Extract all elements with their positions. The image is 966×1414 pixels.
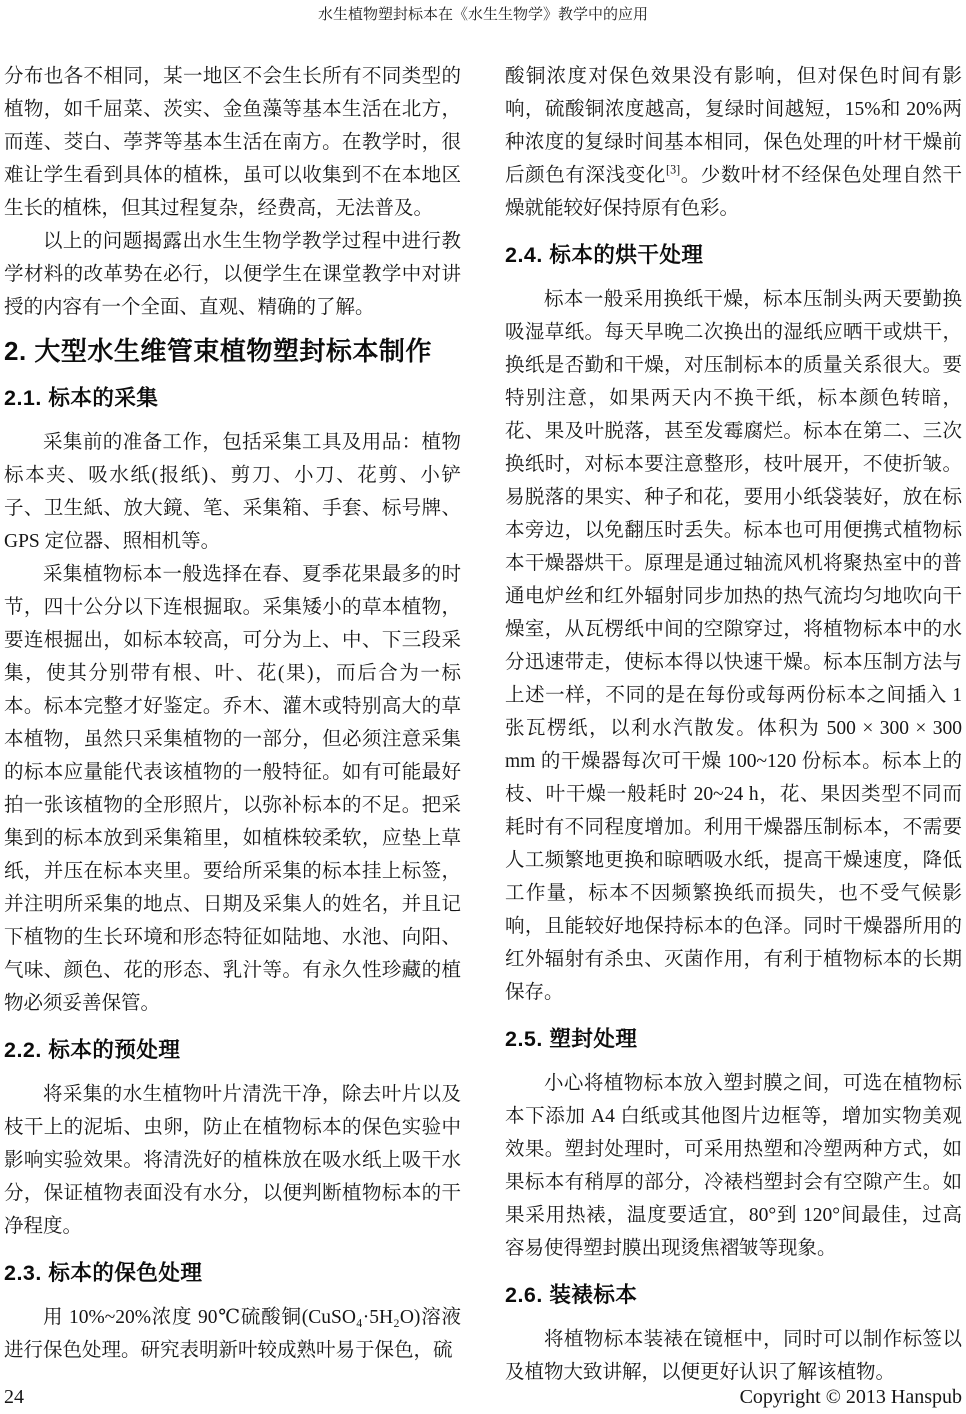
paragraph: 采集植物标本一般选择在春、夏季花果最多的时节，四十公分以下连根掘取。采集矮小的草本植物，要连根掘出，如标本较高，可分为上、中、下三段采集，使其分别带有根、叶、花(果)，而后合为一标本。标本完整才好鉴定。乔木、灌木或特别高大的草本植物，虽然只采集植物的一部分，但必须注意采集的标本应量能代表该植物的一般特征。如有可能最好拍一张该植物的全形照片，以弥补标本的不足。把采集到的标本放到采集箱里，如植株较柔软，应垫上草纸，并压在标本夹里。要给所采集的标本挂上标签，并注明所采集的地点、日期及采集人的姓名，并且记下植物的生长环境和形态特征如陆地、水池、向阳、气味、颜色、花的形态、乳汁等。有永久性珍藏的植物必须妥善保管。 xyxy=(4,564,461,1014)
paragraph: 分布也各不相同，某一地区不会生长所有不同类型的植物，如千屈菜、茨实、金鱼藻等基本生活在北方，而莲、茭白、荸荠等基本生活在南方。在教学时，很难让学生看到具体的植株，虽可以收集到不在本地区生长的植株，但其过程复杂，经费高，无法普及。 xyxy=(4,66,461,219)
subsection-heading: 2.1. 标本的采集 xyxy=(4,386,159,410)
reference-superscript: [3] xyxy=(666,162,681,177)
subsection-heading: 2.5. 塑封处理 xyxy=(505,1027,638,1051)
paragraph: 酸铜浓度对保色效果没有影响，但对保色时间有影响，硫酸铜浓度越高，复绿时间越短，15%和 20%两种浓度的复绿时间基本相同，保色处理的叶材干燥前后颜色有深浅变化[3]。少数叶材不经保色处理自然干燥就能较好保持原有色彩。 xyxy=(505,66,962,219)
paragraph: 用 10%~20%浓度 90℃硫酸铜(CuSO₄·5H₂O)溶液进行保色处理。研究表明新叶较成熟叶易于保色，硫 xyxy=(4,1307,461,1361)
paragraph: 小心将植物标本放入塑封膜之间，可选在植物标本下添加 A4 白纸或其他图片边框等，增加实物美观效果。塑封处理时，可采用热塑和冷塑两种方式，如果标本有稍厚的部分，冷裱档塑封会有空隙产生。如果采用热裱，温度要适宜，80°到 120°间最佳，过高容易使得塑封膜出现烫焦褶皱等现象。 xyxy=(505,1073,962,1259)
page-footer xyxy=(4,1386,962,1408)
section-heading: 2. 大型水生维管束植物塑封标本制作 xyxy=(4,336,432,366)
paragraph: 将植物标本装裱在镜框中，同时可以制作标签以及植物大致讲解，以便更好认识了解该植物。 xyxy=(505,1329,962,1383)
paragraph: 标本一般采用换纸干燥，标本压制头两天要勤换吸湿草纸。每天早晚二次换出的湿纸应晒干或烘干，换纸是否勤和干燥，对压制标本的质量关系很大。要特别注意，如果两天内不换干纸，标本颜色转暗，花、果及叶脱落，甚至发霉腐烂。标本在第二、三次换纸时，对标本要注意整形，枝叶展开，不使折皱。易脱落的果实、种子和花，要用小纸袋装好，放在标本旁边，以免翻压时丢失。标本也可用便携式植物标本干燥器烘干。原理是通过轴流风机将聚热室中的普通电炉丝和红外辐射同步加热的热气流均匀地吹向干燥室，从瓦楞纸中间的空隙穿过，将植物标本中的水分迅速带走，使标本得以快速干燥。标本压制方法与上述一样，不同的是在每份或每两份标本之间插入 1 张瓦楞纸，以利水汽散发。体积为 500 × 300 × 300 mm 的干燥器每次可干燥 100~120 份标本。标本上的枝、叶干燥一般耗时 20~24 h，花、果因类型不同而耗时有不同程度增加。利用干燥器压制标本，不需要人工频繁地更换和晾晒吸水纸，提高干燥速度，降低工作量，标本不因频繁换纸而损失，也不受气候影响，且能较好地保持标本的色泽。同时干燥器所用的红外辐射有杀虫、灭菌作用，有利于植物标本的长期保存。 xyxy=(505,289,962,1003)
running-head-title: 水生植物塑封标本在《水生生物学》教学中的应用 xyxy=(317,7,648,23)
subsection-heading: 2.6. 装裱标本 xyxy=(505,1283,638,1307)
subsection-heading: 2.3. 标本的保色处理 xyxy=(4,1261,203,1285)
paragraph: 以上的问题揭露出水生生物学教学过程中进行教学材料的改革势在必行，以便学生在课堂教学中对讲授的内容有一个全面、直观、精确的了解。 xyxy=(4,231,461,318)
paragraph: 采集前的准备工作，包括采集工具及用品：植物标本夹、吸水纸(报纸)、剪刀、小刀、花剪、小铲子、卫生紙、放大鏡、笔、采集箱、手套、标号牌、GPS 定位器、照相机等。 xyxy=(4,432,461,552)
two-column-body xyxy=(0,60,966,1389)
right-column xyxy=(505,60,962,1389)
left-column xyxy=(4,60,461,1389)
page-number: 24 xyxy=(4,1386,24,1408)
copyright-notice: Copyright © 2013 Hanspub xyxy=(739,1386,962,1408)
paragraph: 将采集的水生植物叶片清洗干净，除去叶片以及枝干上的泥垢、虫卵，防止在植物标本的保色实验中影响实验效果。将清洗好的植株放在吸水纸上吸干水分，保证植物表面没有水分，以便判断植物标本的干净程度。 xyxy=(4,1084,461,1237)
subsection-heading: 2.2. 标本的预处理 xyxy=(4,1038,181,1062)
subsection-heading: 2.4. 标本的烘干处理 xyxy=(505,243,704,267)
